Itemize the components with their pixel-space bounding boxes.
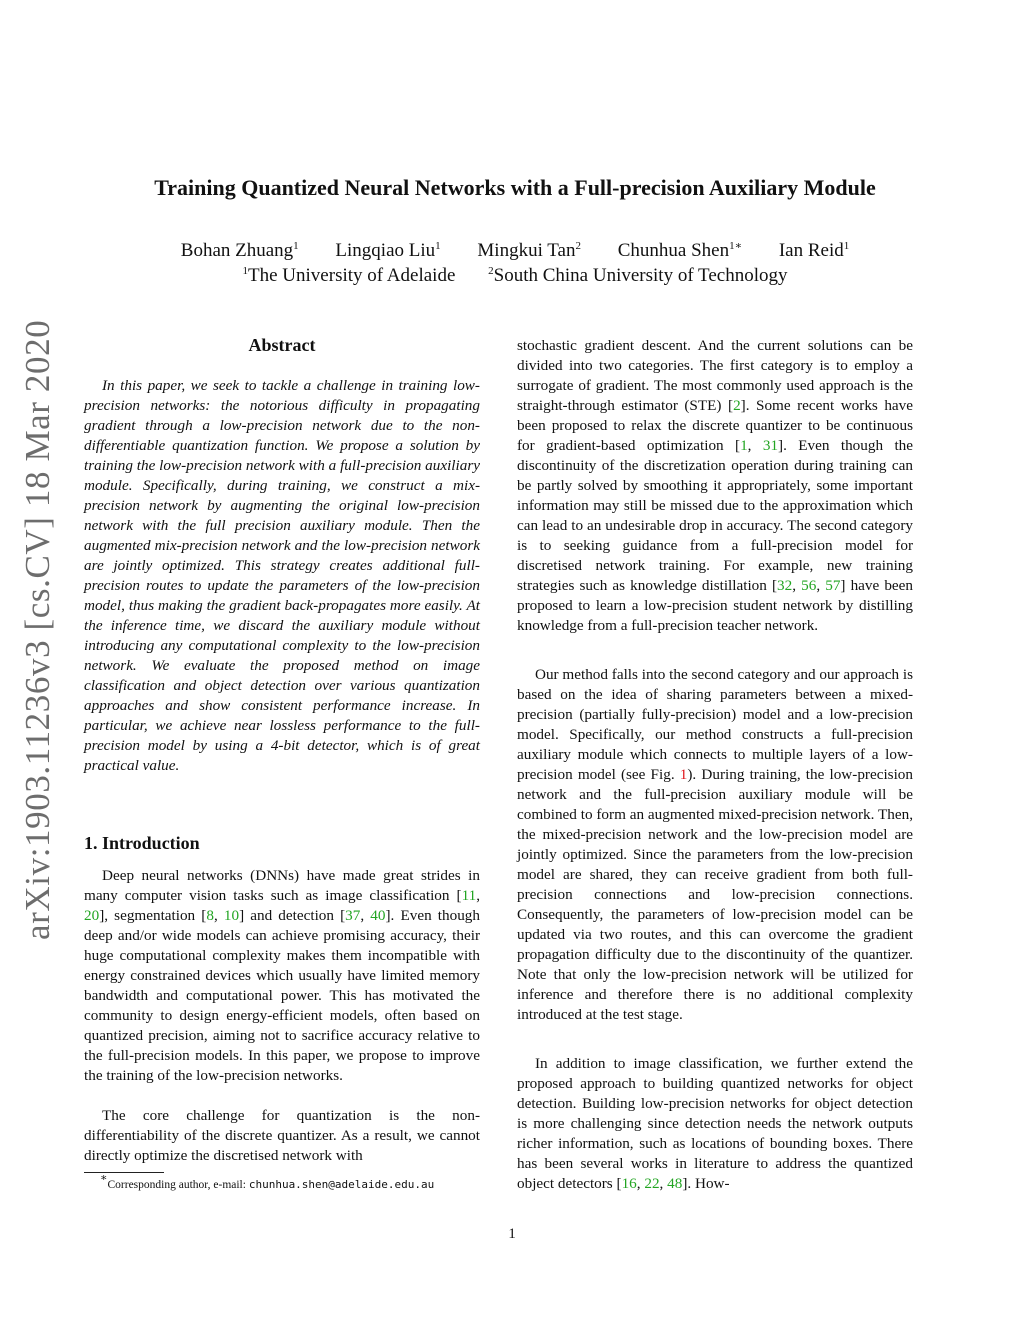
citation-link[interactable]: 32 <box>777 577 793 594</box>
citation-link[interactable]: 31 <box>762 437 779 454</box>
figure-reference-link[interactable]: 1 <box>679 766 688 783</box>
introduction-paragraph-1: Deep neural networks (DNNs) have made great strides in many computer vision tasks such as image classification [11, 20], segmentation [8, 10] and detection [37, 40]. Even though deep and/or wide models can achieve promising accuracy, their huge computational complexity makes them incompatible with energy constrained devices which usually have limited memory bandwidth and computational power. This has motivated the community to design energy-efficient models, often based on quantized precision, aiming not to sacrifice accuracy relative to the full-precision models. In this paper, we propose to improve the training of the low-precision networks. <box>84 867 480 1084</box>
citation-link[interactable]: 1 <box>740 437 748 454</box>
citation-link[interactable]: 10 <box>223 907 240 924</box>
citation-link[interactable]: 48 <box>667 1175 683 1192</box>
affiliation: $^1$The University of Adelaide <box>242 265 456 286</box>
author: Ian Reid$^1$ <box>778 240 850 261</box>
abstract-heading: Abstract <box>248 335 316 355</box>
author: Chunhua Shen$^{1∗}$ <box>617 240 743 261</box>
affiliation-list <box>90 264 940 288</box>
introduction-heading: 1. Introduction <box>84 833 200 853</box>
citation-link[interactable]: 11 <box>461 887 477 904</box>
footnote-email[interactable]: chunhua.shen@adelaide.edu.au <box>248 1178 435 1191</box>
page-number: 1 <box>508 1225 516 1242</box>
footnote: ∗Corresponding author, e-mail: chunhua.shen@adelaide.edu.au <box>100 1172 435 1191</box>
paper-title: Training Quantized Neural Networks with a Full-precision Auxiliary Module <box>154 175 876 200</box>
affiliation: $^2$South China University of Technology <box>488 265 788 286</box>
author-list <box>90 239 940 263</box>
citation-link[interactable]: 40 <box>370 907 386 924</box>
author: Lingqiao Liu$^1$ <box>335 240 441 261</box>
abstract-text: In this paper, we seek to tackle a challenge in training low-precision networks: the notorious difficulty in propagating gradient through a low-precision network due to the non-differentiable quantization function. We propose a solution by training the low-precision network with a full-precision auxiliary module. Specifically, during training, we construct a mix-precision network by augmenting the original low-precision network with the full precision auxiliary module. Then the augmented mix-precision network and the low-precision network are jointly optimized. This strategy creates additional full-precision routes to update the parameters of the low-precision model, thus making the gradient back-propagates more easily. At the inference time, we discard the auxiliary module without introducing any computational complexity to the low-precision network. We evaluate the proposed method on image classification and object detection over various quantization approaches and show consistent performance increase. In particular, we achieve near lossless performance to the full-precision model by using a 4-bit detector, which is of great practical value. <box>84 377 480 774</box>
citation-link[interactable]: 2 <box>733 397 741 414</box>
introduction-paragraph-2: The core challenge for quantization is the non-differentiability of the discrete quantizer. As a result, we cannot directly optimize the discretised network with <box>84 1107 480 1164</box>
citation-link[interactable]: 56 <box>801 577 817 594</box>
author: Mingkui Tan$^2$ <box>477 240 581 261</box>
citation-link[interactable]: 37 <box>345 907 361 924</box>
citation-link[interactable]: 8 <box>206 907 214 924</box>
citation-link[interactable]: 16 <box>621 1175 637 1192</box>
citation-link[interactable]: 22 <box>644 1175 660 1192</box>
author: Bohan Zhuang$^1$ <box>180 240 299 261</box>
right-paragraph-3: In addition to image classification, we further extend the proposed approach to building quantized networks for object detection. Building low-precision networks for object detection is more challenging since detection needs the network outputs richer information, such as locations of bounding boxes. There has been several works in literature to address the quantized object detectors [16, 22, 48]. How- <box>517 1055 913 1192</box>
footnote-rule <box>84 1172 164 1173</box>
right-paragraph-2: Our method falls into the second category and our approach is based on the idea of sharing parameters between a mixed-precision (partially fully-precision) model and a low-precision model. Specifically, our method constructs a full-precision auxiliary module which connects to multiple layers of a low-precision model (see Fig. 1). During training, the low-precision network and the full-precision auxiliary module will be combined to form an augmented mixed-precision network. Then, the mixed-precision network and the low-precision model are jointly optimized. Since the parameters from the low-precision model are shared, they can receive gradient from both full-precision connections and low-precision connections. Consequently, the parameters of low-precision model can be updated via two routes, and this can overcome the gradient propagation difficulty due to the discontinuity of the quantizer. Note that only the low-precision network will be utilized for inference and therefore there is no additional complexity introduced at the test stage. <box>517 666 913 1023</box>
arxiv-stamp: arXiv:1903.11236v3 [cs.CV] 18 Mar 2020 <box>18 319 57 940</box>
citation-link[interactable]: 20 <box>84 907 100 924</box>
citation-link[interactable]: 57 <box>825 577 841 594</box>
right-paragraph-1: stochastic gradient descent. And the current solutions can be divided into two categories. The first category is to employ a surrogate of gradient. The most commonly used approach is the straight-through estimator (STE) [2]. Some recent works have been proposed to relax the discrete quantizer to be continuous for gradient-based optimization [1, 31]. Even though the discontinuity of the discretization operation during training can be partly solved by smoothing it appropriately, some important information may still be missed due to the approximation which can lead to an undesirable drop in accuracy. The second category is to seeking guidance from a full-precision model for discretised network training. For example, new training strategies such as knowledge distillation [32, 56, 57] have been proposed to learn a low-precision student network by distilling knowledge from a full-precision teacher network. <box>517 337 914 634</box>
